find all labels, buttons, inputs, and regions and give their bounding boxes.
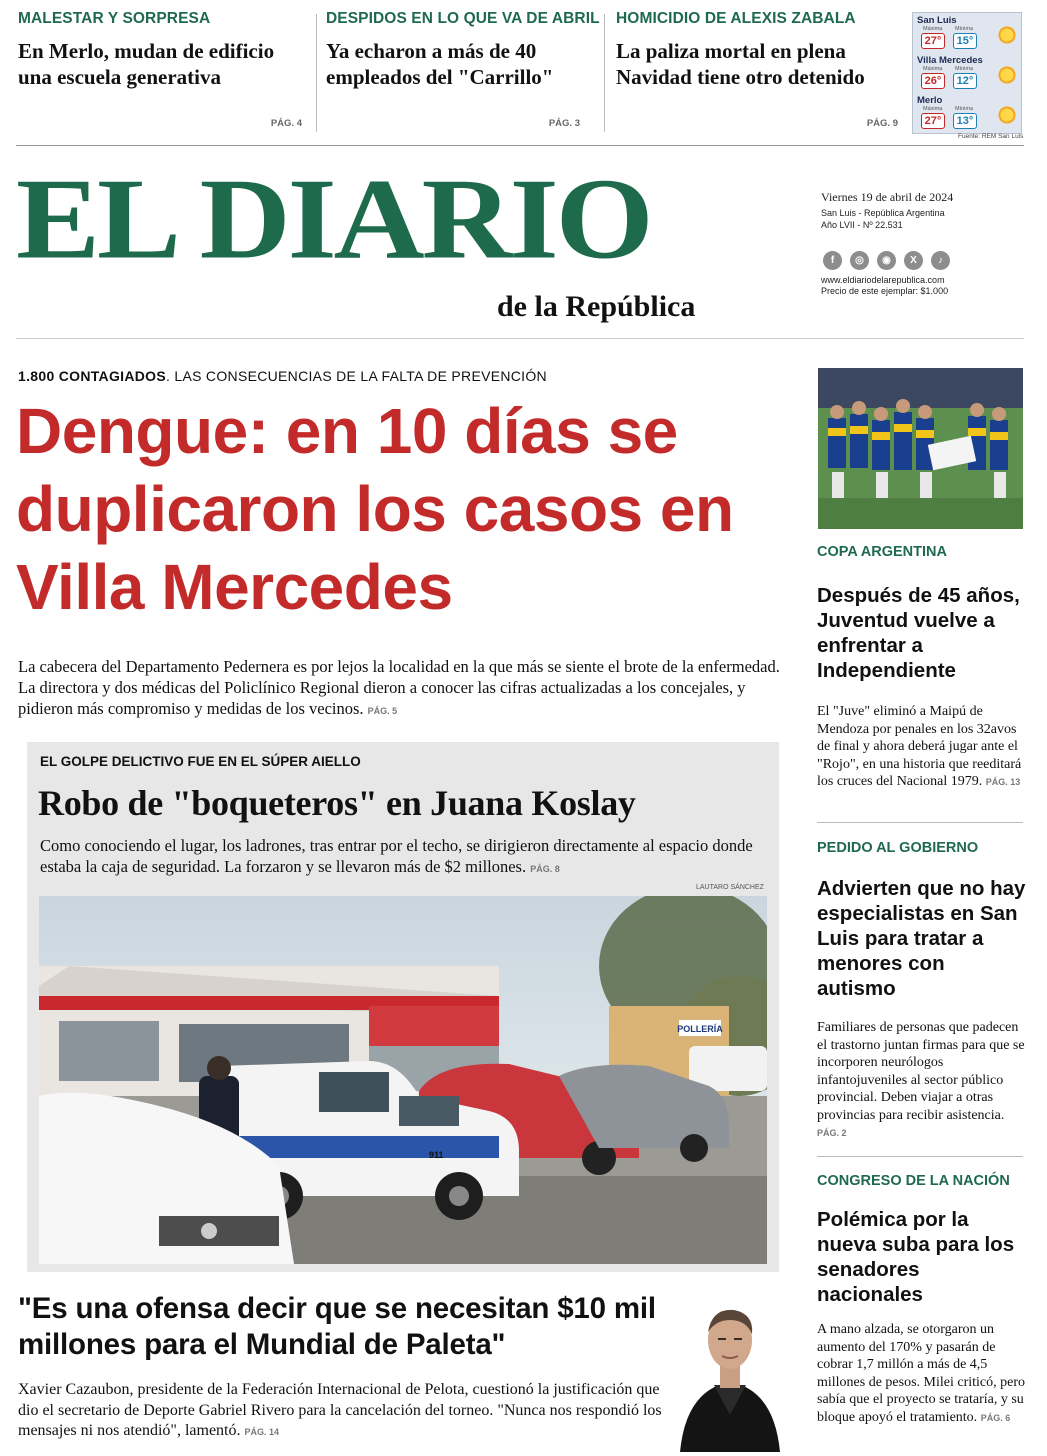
- team-celebration: [818, 368, 1023, 529]
- teaser-headline[interactable]: La paliza mortal en plena Navidad tiene otro detenido: [616, 39, 865, 89]
- website-link[interactable]: www.eldiariodelarepublica.com: [821, 275, 945, 285]
- weather-city: San Luis: [917, 15, 957, 26]
- x-icon[interactable]: X: [904, 251, 923, 270]
- masthead-subtitle: de la República: [497, 290, 696, 323]
- teaser-page: PÁG. 9: [866, 118, 898, 129]
- weather-min-label: Mínima: [955, 66, 974, 72]
- divider: [817, 1156, 1023, 1157]
- weather-row: [917, 15, 1021, 51]
- temp-min: 12°: [953, 73, 977, 89]
- sidebar-kicker: PEDIDO AL GOBIERNO: [817, 840, 979, 856]
- cazaubon-portrait: [676, 1290, 784, 1452]
- robbery-headline[interactable]: Robo de "boqueteros" en Juana Koslay: [38, 783, 636, 823]
- weather-source: Fuente: REM San Luis: [958, 133, 1024, 140]
- sidebar-kicker: CONGRESO DE LA NACIÓN: [817, 1173, 1010, 1189]
- weather-min-label: Mínima: [955, 26, 974, 32]
- teaser-kicker: DESPIDOS EN LO QUE VA DE ABRIL: [326, 10, 600, 27]
- weather-city: Villa Mercedes: [917, 55, 983, 66]
- facebook-icon[interactable]: f: [823, 251, 842, 270]
- weather-max-label: Máxima: [923, 26, 943, 32]
- temp-max: 27°: [921, 33, 945, 49]
- sun-icon: [997, 25, 1017, 45]
- weather-max-label: Máxima: [923, 66, 943, 72]
- divider: [16, 338, 1024, 339]
- issue-date: Viernes 19 de abril de 2024: [821, 190, 954, 204]
- sidebar-body: A mano alzada, se otorgaron un aumento del 170% y pasarán de cobrar 1,7 millón a más de 4,5 millones de pesos. Milei criticó, pero sabía que el proyecto se trataría, y su bloque apoyó el tratamiento. PÁG. 6: [817, 1322, 1026, 1425]
- page-ref: PÁG. 2: [817, 1128, 847, 1138]
- teaser-headline[interactable]: Ya echaron a más de 40 empleados del "Carrillo": [326, 39, 554, 89]
- paleta-body: Xavier Cazaubon, presidente de la Federación Internacional de Pelota, cuestionó la justificación que dio el secretario de Deporte Gabriel Rivero para la cancelación del torneo. "Nunca nos respondió los mensajes ni nos atendió", lamentó. PÁG. 14: [18, 1381, 662, 1439]
- robbery-body: Como conociendo el lugar, los ladrones, tras entrar por el techo, se dirigieron directamente al espacio donde estaba la caja de seguridad. La forzaron y se llevaron más de $2 millones. PÁG. 8: [40, 836, 753, 876]
- teaser-page: PÁG. 4: [270, 118, 302, 129]
- sun-icon: [997, 105, 1017, 125]
- teaser-3[interactable]: [616, 10, 904, 138]
- sidebar-kicker: COPA ARGENTINA: [817, 544, 947, 560]
- column-divider: [604, 14, 605, 132]
- masthead-logo[interactable]: EL DIARIO: [16, 155, 651, 284]
- page-ref: PÁG. 14: [244, 1427, 279, 1437]
- robbery-photo[interactable]: [39, 896, 767, 1264]
- temp-max: 27°: [921, 113, 945, 129]
- sidebar-body: El "Juve" eliminó a Maipú de Mendoza por penales en los 32avos de final y ahora deberá jugar ante el "Rojo", en una historia que reeditará los cruces del Nacional 1979. PÁG. 13: [817, 704, 1022, 789]
- instagram-icon[interactable]: ◎: [850, 251, 869, 270]
- weather-box: [912, 12, 1022, 134]
- weather-city: Merlo: [917, 95, 943, 106]
- main-body: La cabecera del Departamento Pedernera es por lejos la localidad en la que más se siente el brote de la enfermedad. La directora y dos médicas del Policlínico Regional dieron a conocer las cifras actualizadas a los concejales, y pidieron más compromiso y medidas de los vecinos. PÁG. 5: [18, 657, 780, 718]
- threads-icon[interactable]: ◉: [877, 251, 896, 270]
- sun-icon: [997, 65, 1017, 85]
- divider: [817, 822, 1023, 823]
- temp-min: 13°: [953, 113, 977, 129]
- teaser-headline[interactable]: En Merlo, mudan de edificio una escuela generativa: [18, 39, 275, 89]
- column-divider: [316, 14, 317, 132]
- teaser-1[interactable]: [18, 10, 308, 138]
- page-ref: PÁG. 5: [367, 706, 398, 716]
- tiktok-icon[interactable]: ♪: [931, 251, 950, 270]
- sidebar-headline[interactable]: Después de 45 años, Juventud vuelve a enfrentar a Independiente: [817, 584, 1020, 682]
- supermarket-scene: [39, 896, 767, 1264]
- photo-credit: LAUTARO SÁNCHEZ: [696, 884, 764, 891]
- issue-price: Precio de este ejemplar: $1.000: [821, 286, 949, 296]
- paleta-headline[interactable]: "Es una ofensa decir que se necesitan $10 mil millones para el Mundial de Paleta": [18, 1292, 656, 1361]
- teaser-kicker: MALESTAR Y SORPRESA: [18, 10, 211, 27]
- teaser-kicker: HOMICIDIO DE ALEXIS ZABALA: [616, 10, 856, 27]
- main-headline[interactable]: Dengue: en 10 días se duplicaron los casos en Villa Mercedes: [16, 395, 734, 623]
- teaser-page: PÁG. 3: [548, 118, 580, 129]
- sidebar-headline[interactable]: Advierten que no hay especialistas en San Luis para tratar a menores con autismo: [817, 877, 1026, 1000]
- issue-location: San Luis - República Argentina: [821, 208, 945, 218]
- van-number: 911: [429, 1150, 444, 1160]
- portrait-image: [676, 1290, 784, 1452]
- temp-min: 15°: [953, 33, 977, 49]
- sidebar-body: Familiares de personas que padecen el trastorno juntan firmas para que se incorporen neurólogos infantojuveniles al sector público provincial. Deben viajar a otras provincias para recibir asistencia. PÁG. 2: [817, 1020, 1025, 1138]
- page-ref: PÁG. 8: [530, 864, 560, 874]
- weather-row: [917, 95, 1021, 131]
- robbery-kicker: EL GOLPE DELICTIVO FUE EN EL SÚPER AIELLO: [40, 754, 361, 769]
- page-ref: PÁG. 6: [980, 1412, 1011, 1423]
- main-kicker: 1.800 CONTAGIADOS. LAS CONSECUENCIAS DE LA FALTA DE PREVENCIÓN: [18, 368, 547, 384]
- page-ref: PÁG. 13: [985, 777, 1021, 787]
- sidebar-headline[interactable]: Polémica por la nueva suba para los senadores nacionales: [817, 1208, 1015, 1306]
- weather-min-label: Mínima: [955, 106, 974, 112]
- social-links: [823, 251, 950, 270]
- polleria-sign: POLLERÍA: [677, 1024, 723, 1034]
- teaser-2[interactable]: [326, 10, 600, 138]
- temp-max: 26°: [921, 73, 945, 89]
- juventud-photo[interactable]: [818, 368, 1023, 529]
- divider: [16, 145, 1024, 146]
- weather-max-label: Máxima: [923, 106, 943, 112]
- issue-edition: Año LVII - Nº 22.531: [821, 220, 903, 230]
- weather-row: [917, 55, 1021, 91]
